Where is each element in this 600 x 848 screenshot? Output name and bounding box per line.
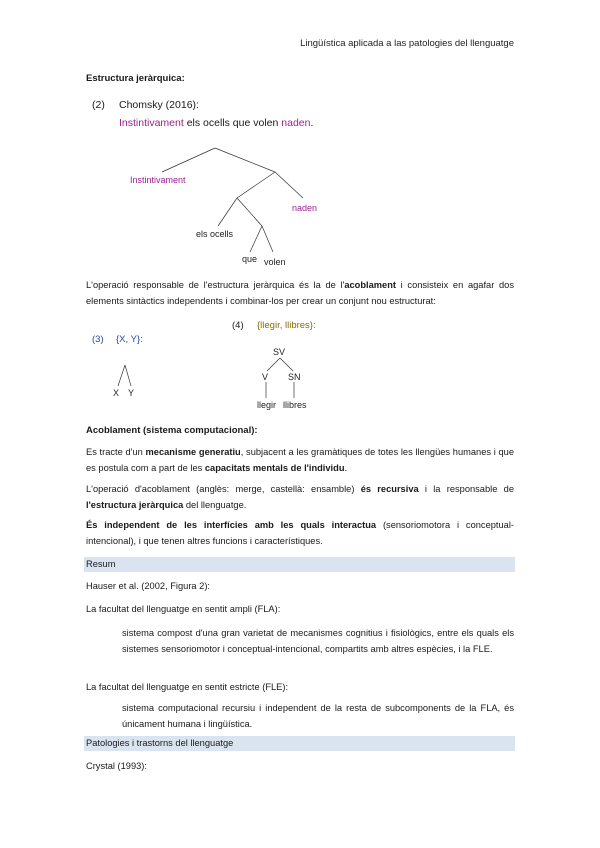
section-heading-acoblament: Acoblament (sistema computacional):	[86, 425, 258, 436]
tree-4-label-sn: SN	[288, 372, 301, 382]
example-3-number: (3)	[92, 334, 104, 345]
example-3-set: {X, Y}:	[116, 334, 143, 345]
tree-4-label-llegir: llegir	[257, 400, 277, 410]
syntax-tree-chomsky	[0, 0, 600, 290]
tree-label-instintivament: Instintivament	[130, 175, 186, 185]
tree-4-label-v: V	[262, 372, 269, 382]
section-band-patologies: Patologies i trastorns del llenguatge	[84, 736, 515, 751]
sentence-word-instintivament: Instintivament	[119, 117, 184, 129]
section-heading-estructura: Estructura jeràrquica:	[86, 73, 185, 84]
example-2-author: Chomsky (2016):	[119, 99, 199, 111]
tree-3-label-y: Y	[128, 388, 135, 398]
example-4-number: (4)	[232, 320, 244, 331]
resum-fla-text: sistema compost d'una gran varietat de mecanismes cognitius i fisiològics, entre els quals els sistemes sensoriomotor i conceptual-intencional, compartits amb altres espècies, i la FLE.	[122, 628, 514, 654]
section-band-resum: Resum	[84, 557, 515, 572]
sentence-word-naden: naden	[281, 117, 311, 129]
sentence-middle: els ocells que volen	[183, 117, 282, 129]
tree-label-volen: volen	[264, 257, 286, 267]
example-2-number: (2)	[92, 99, 105, 111]
page-header-title: Lingüística aplicada a las patologies del llenguatge	[300, 38, 514, 49]
resum-fle-text: sistema computacional recursiu i independent de la resta de subcomponents de la FLA, és únicament humana i lingüística.	[122, 703, 514, 729]
resum-source: Hauser et al. (2002, Figura 2):	[86, 581, 211, 591]
paragraph-mecanisme-generatiu: Es tracte d'un mecanisme generatiu, subjacent a les gramàtiques de totes les llengües humanes i que es postula com a part de les capacitats mentals de l'individu.	[86, 447, 515, 473]
sentence-period: .	[310, 117, 314, 129]
resum-fle-title: La facultat del llenguatge en sentit estricte (FLE):	[86, 682, 289, 692]
tree-3-label-x: X	[113, 388, 120, 398]
paragraph-interficies: És independent de les interfícies amb les quals interactua (sensoriomotora i conceptual-intencional), i que tenen altres funcions i característiques.	[86, 520, 514, 546]
paragraph-recursiva: L'operació d'acoblament (anglès: merge, castellà: ensamble) és recursiva i la responsable de l'estructura jeràrquica del llenguatge.	[86, 484, 514, 510]
tree-4-label-llibres: llibres	[283, 400, 307, 410]
crystal-source: Crystal (1993):	[86, 761, 147, 771]
tree-4-label-sv: SV	[273, 347, 286, 357]
tree-3-edges	[118, 365, 131, 386]
resum-fla-title: La facultat del llenguatge en sentit ampli (FLA):	[86, 604, 281, 614]
syntax-trees-3-4	[0, 340, 600, 420]
paragraph-acoblament-intro: L'operació responsable de l'estructura jeràrquica és la de l'acoblament i consisteix en agafar dos elements sintàctics independents i combinar-los per crear un conjunt nou estructurat:	[86, 280, 514, 306]
example-4-set: {llegir, llibres}:	[257, 320, 316, 331]
tree-label-naden: naden	[292, 203, 318, 213]
tree-label-que: que	[242, 254, 258, 264]
tree-label-els-ocells: els ocells	[196, 229, 234, 239]
